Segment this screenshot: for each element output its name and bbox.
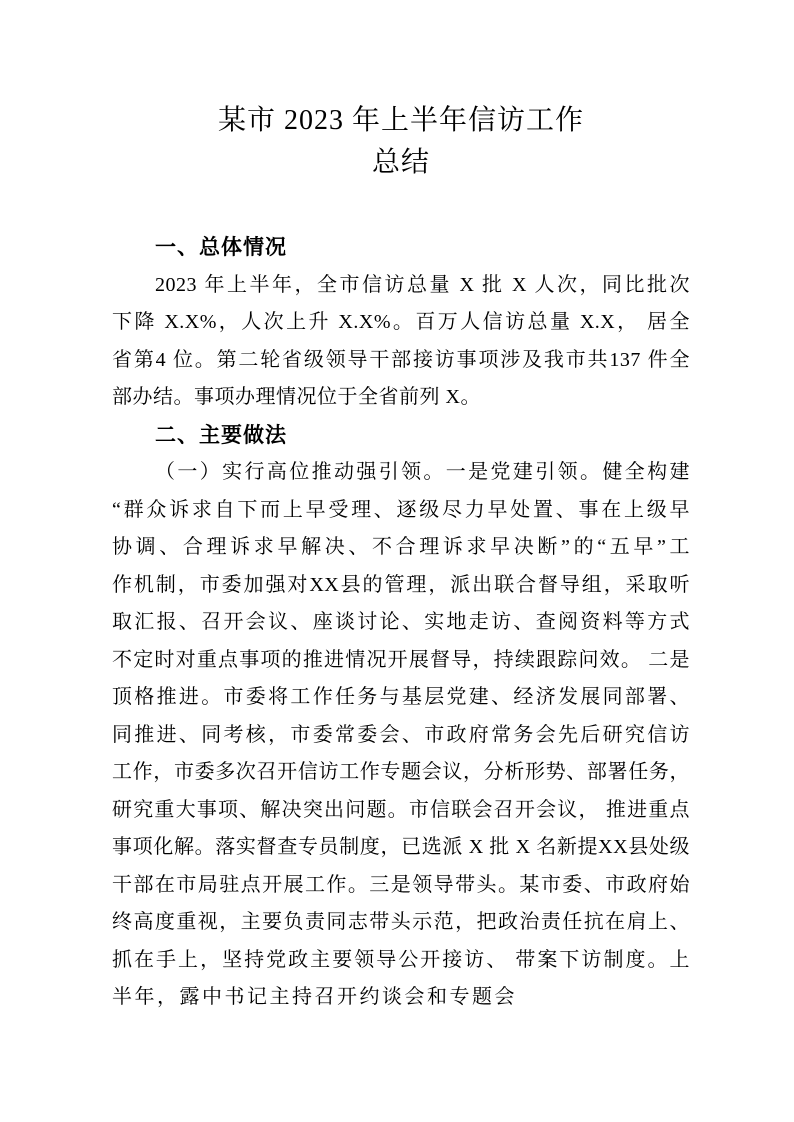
text-line: 2023 年上半年，全市信访总量 X 批 X 人次，同比批次 (155, 273, 690, 296)
text-line: 终高度重视，主要负责同志带头示范，把政治责任抗在肩上、 (112, 911, 690, 933)
text-line: 半年，露中书记主持召开约谈会和专题会 (112, 986, 517, 1008)
document-title-line2: 总结 (371, 147, 430, 178)
text-line: 事项化解。落实督查专员制度，已选派 X 批 X 名新提XX县处级 (112, 836, 690, 858)
text-line: 同推进、同考核，市委常委会、市政府常务会先后研究信访 (112, 723, 690, 746)
text-line: 部办结。事项办理情况位于全省前列 X。 (112, 386, 481, 408)
text-line: 协调、合理诉求早解决、不合理诉求早决断”的“五早”工 (112, 536, 690, 558)
text-line: 取汇报、召开会议、座谈讨论、实地走访、查阅资料等方式 (112, 611, 690, 633)
text-line: 省第4 位。第二轮省级领导干部接访事项涉及我市共137 件全 (112, 348, 690, 371)
text-line: （一）实行高位推动强引领。一是党建引领。健全构建 (155, 461, 690, 483)
document-title (112, 100, 690, 184)
text-line: 研究重大事项、解决突出问题。市信联会召开会议， 推进重点 (112, 798, 690, 821)
text-line: 下降 X.X%，人次上升 X.X%。百万人信访总量 X.X， 居全 (112, 311, 690, 333)
document-title-line1: 某市 2023 年上半年信访工作 (217, 105, 584, 136)
section-heading: 二、主要做法 (155, 423, 287, 447)
text-line: 干部在市局驻点开展工作。三是领导带头。某市委、市政府始 (112, 873, 690, 896)
section-heading: 一、总体情况 (155, 236, 287, 259)
paragraph (112, 267, 690, 417)
text-line: 工作，市委多次召开信访工作专题会议，分析形势、部署任务， (112, 761, 690, 783)
text-line: “群众诉求自下而上早受理、逐级尽力早处置、事在上级早 (112, 498, 690, 521)
document-body (112, 229, 690, 1017)
text-line: 作机制，市委加强对XX县的管理，派出联合督导组，采取听 (112, 573, 690, 596)
text-line: 顶格推进。市委将工作任务与基层党建、经济发展同部署、 (112, 686, 690, 708)
paragraph (112, 454, 690, 1017)
text-line: 抓在手上，坚持党政主要领导公开接访、 带案下访制度。上 (112, 948, 690, 971)
text-line: 不定时对重点事项的推进情况开展督导，持续跟踪问效。 二是 (112, 648, 690, 671)
